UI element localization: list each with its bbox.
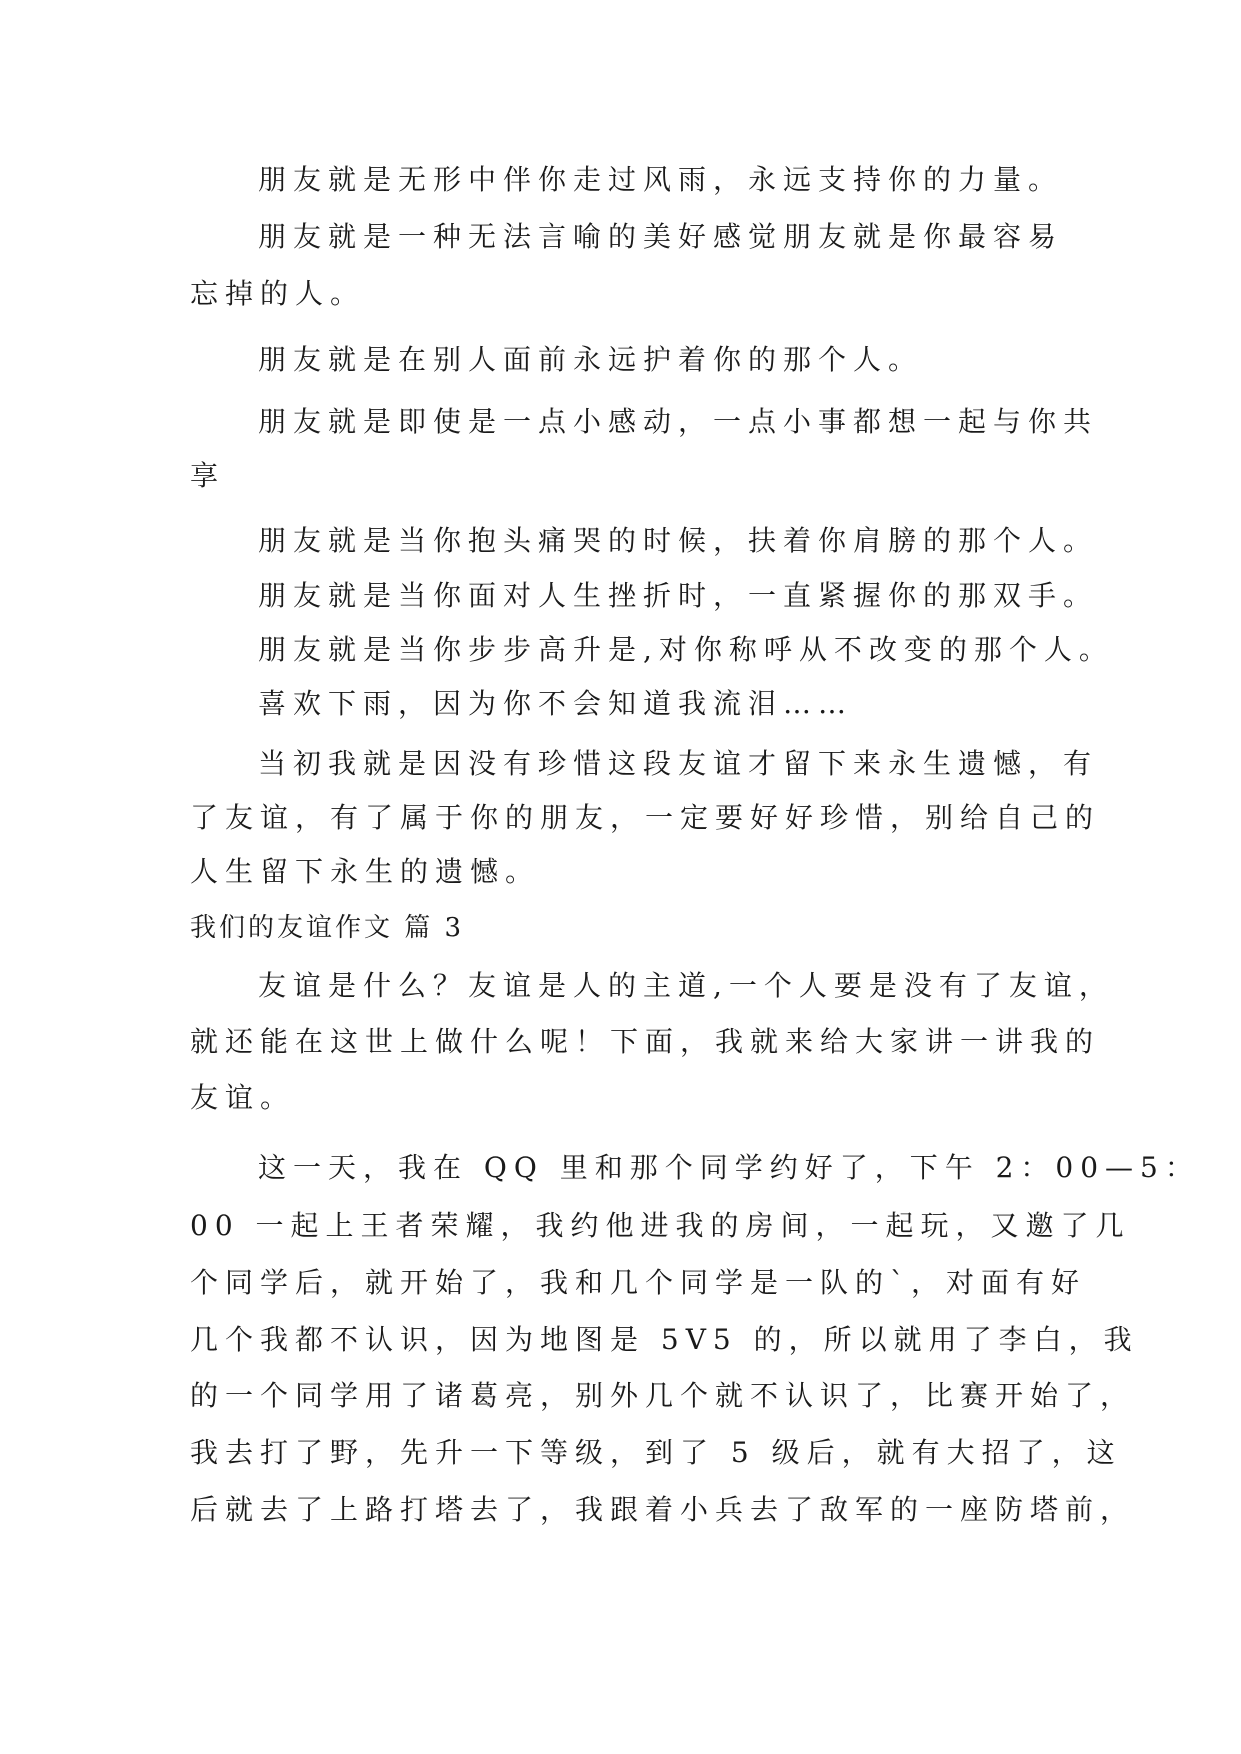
paragraph-line: 几个我都不认识，因为地图是 5V5 的，所以就用了李白，我 — [190, 1323, 1139, 1356]
paragraph-line: 朋友就是在别人面前永远护着你的那个人。 — [258, 343, 924, 376]
paragraph-line: 忘掉的人。 — [190, 277, 366, 310]
paragraph-line: 朋友就是即使是一点小感动，一点小事都想一起与你共 — [258, 405, 1099, 438]
paragraph-line: 友谊。 — [190, 1081, 296, 1114]
paragraph-line: 就还能在这世上做什么呢！下面，我就来给大家讲一讲我的 — [190, 1025, 1101, 1058]
paragraph-line: 当初我就是因没有珍惜这段友谊才留下来永生遗憾，有 — [258, 747, 1099, 780]
paragraph-line: 朋友就是无形中伴你走过风雨，永远支持你的力量。 — [258, 163, 1064, 196]
paragraph-line: 这一天，我在 QQ 里和那个同学约好了，下午 2：00—5： — [258, 1151, 1200, 1184]
paragraph-line: 了友谊，有了属于你的朋友，一定要好好珍惜，别给自己的 — [190, 801, 1101, 834]
paragraph-line: 的一个同学用了诸葛亮，别外几个就不认识了，比赛开始了， — [190, 1379, 1136, 1412]
paragraph-line: 朋友就是当你面对人生挫折时，一直紧握你的那双手。 — [258, 579, 1099, 612]
paragraph-line: 个同学后，就开始了，我和几个同学是一队的`，对面有好 — [190, 1266, 1087, 1299]
paragraph-line: 友谊是什么？友谊是人的主道,一个人要是没有了友谊， — [258, 969, 1114, 1002]
paragraph-line: 享 — [190, 459, 226, 492]
paragraph-line: 朋友就是当你抱头痛哭的时候，扶着你肩膀的那个人。 — [258, 524, 1099, 557]
paragraph-line: 00 一起上王者荣耀，我约他进我的房间，一起玩，又邀了几 — [190, 1209, 1131, 1242]
paragraph-line: 朋友就是当你步步高升是,对你称呼从不改变的那个人。 — [258, 633, 1114, 666]
section-heading: 我们的友谊作文 篇 3 — [190, 913, 465, 943]
paragraph-line: 喜欢下雨，因为你不会知道我流泪…… — [258, 687, 854, 720]
paragraph-line: 我去打了野，先升一下等级，到了 5 级后，就有大招了，这 — [190, 1436, 1122, 1469]
paragraph-line: 朋友就是一种无法言喻的美好感觉朋友就是你最容易 — [258, 220, 1064, 253]
paragraph-line: 人生留下永生的遗憾。 — [190, 855, 541, 888]
paragraph-line: 后就去了上路打塔去了，我跟着小兵去了敌军的一座防塔前， — [190, 1493, 1136, 1526]
